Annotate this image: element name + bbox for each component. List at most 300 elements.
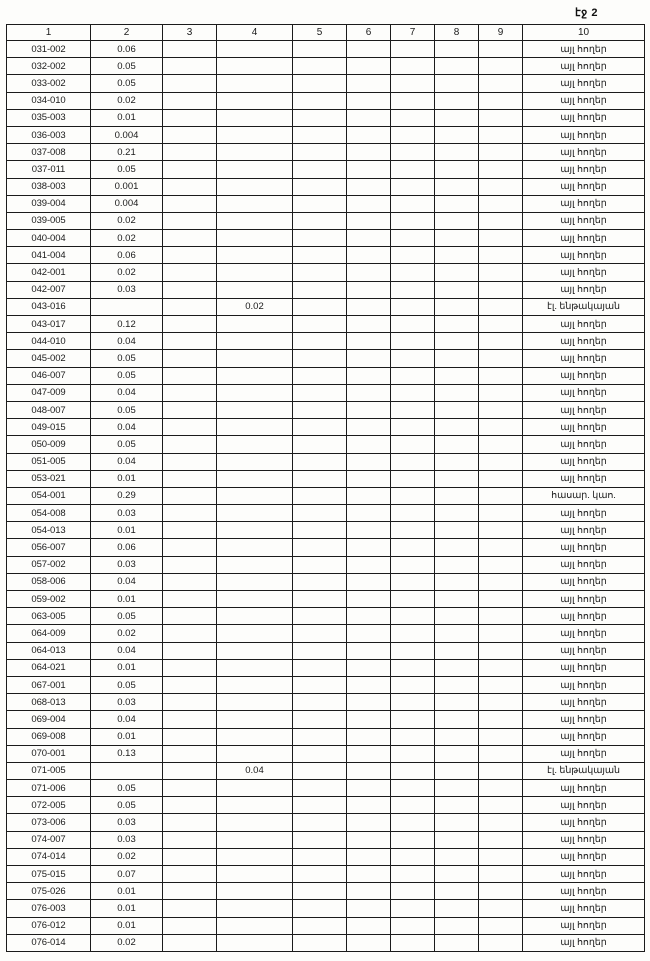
cell-column-8	[435, 384, 479, 401]
cell-column-5	[293, 384, 347, 401]
cell-column-3	[163, 866, 217, 883]
cell-column-7	[391, 556, 435, 573]
cell-column-2: 0.21	[91, 144, 163, 161]
cell-land-type: այլ հողեր	[523, 814, 645, 831]
cell-column-6	[347, 505, 391, 522]
cell-column-3	[163, 797, 217, 814]
table-row	[7, 539, 645, 556]
cell-column-6	[347, 333, 391, 350]
cell-column-7	[391, 75, 435, 92]
table-row	[7, 711, 645, 728]
cell-column-9	[479, 745, 523, 762]
table-row	[7, 436, 645, 453]
cell-column-6	[347, 350, 391, 367]
cell-column-5	[293, 934, 347, 951]
cell-column-6	[347, 195, 391, 212]
cell-column-4	[217, 556, 293, 573]
cell-parcel-code: 074-014	[7, 848, 91, 865]
column-header-4: 4	[217, 25, 293, 41]
cell-column-5	[293, 642, 347, 659]
cell-column-2: 0.03	[91, 556, 163, 573]
cell-column-7	[391, 333, 435, 350]
cell-land-type: այլ հողեր	[523, 676, 645, 693]
cell-column-5	[293, 316, 347, 333]
cell-parcel-code: 075-015	[7, 866, 91, 883]
cell-column-8	[435, 694, 479, 711]
cell-column-4	[217, 694, 293, 711]
cell-column-2: 0.05	[91, 367, 163, 384]
cell-column-8	[435, 161, 479, 178]
cell-column-2: 0.03	[91, 814, 163, 831]
table-body	[7, 41, 645, 952]
cell-column-9	[479, 762, 523, 779]
cell-parcel-code: 046-007	[7, 367, 91, 384]
cell-land-type: այլ հողեր	[523, 367, 645, 384]
cell-column-2: 0.02	[91, 92, 163, 109]
cell-column-5	[293, 109, 347, 126]
table-row	[7, 212, 645, 229]
cell-column-8	[435, 522, 479, 539]
cell-parcel-code: 037-008	[7, 144, 91, 161]
cell-column-7	[391, 848, 435, 865]
table-row	[7, 350, 645, 367]
cell-column-5	[293, 831, 347, 848]
cell-column-9	[479, 505, 523, 522]
table-row	[7, 247, 645, 264]
cell-column-9	[479, 195, 523, 212]
cell-column-9	[479, 178, 523, 195]
cell-column-6	[347, 75, 391, 92]
cell-column-3	[163, 883, 217, 900]
cell-land-type: այլ հողեր	[523, 281, 645, 298]
cell-column-6	[347, 711, 391, 728]
cell-column-4	[217, 126, 293, 143]
cell-column-5	[293, 625, 347, 642]
cell-parcel-code: 042-001	[7, 264, 91, 281]
cell-column-4	[217, 178, 293, 195]
cell-land-type: այլ հողեր	[523, 419, 645, 436]
cell-column-5	[293, 470, 347, 487]
cell-column-7	[391, 934, 435, 951]
cell-column-2: 0.01	[91, 591, 163, 608]
cell-column-2: 0.05	[91, 436, 163, 453]
cell-column-3	[163, 556, 217, 573]
cell-column-8	[435, 556, 479, 573]
cell-column-5	[293, 797, 347, 814]
cell-column-4	[217, 384, 293, 401]
cell-column-9	[479, 573, 523, 590]
cell-column-2: 0.03	[91, 281, 163, 298]
cell-column-2: 0.04	[91, 573, 163, 590]
table-row	[7, 281, 645, 298]
cell-column-8	[435, 41, 479, 58]
cell-parcel-code: 054-001	[7, 487, 91, 504]
cell-column-4	[217, 711, 293, 728]
cell-column-8	[435, 917, 479, 934]
table-row	[7, 126, 645, 143]
cell-column-4	[217, 539, 293, 556]
cell-column-8	[435, 505, 479, 522]
cell-column-7	[391, 230, 435, 247]
cell-column-9	[479, 728, 523, 745]
cell-column-2: 0.05	[91, 797, 163, 814]
cell-column-3	[163, 694, 217, 711]
cell-parcel-code: 040-004	[7, 230, 91, 247]
cell-column-2: 0.05	[91, 401, 163, 418]
cell-column-2: 0.04	[91, 642, 163, 659]
cell-column-9	[479, 676, 523, 693]
cell-land-type: այլ հողեր	[523, 539, 645, 556]
cell-column-2: 0.02	[91, 212, 163, 229]
cell-column-8	[435, 470, 479, 487]
cell-column-3	[163, 144, 217, 161]
cell-column-4	[217, 212, 293, 229]
cell-column-7	[391, 659, 435, 676]
cell-land-type: այլ հողեր	[523, 453, 645, 470]
cell-land-type: այլ հողեր	[523, 711, 645, 728]
cell-land-type: այլ հողեր	[523, 161, 645, 178]
column-header-10: 10	[523, 25, 645, 41]
cell-column-7	[391, 247, 435, 264]
cell-column-6	[347, 367, 391, 384]
cell-column-5	[293, 75, 347, 92]
cell-column-5	[293, 178, 347, 195]
cell-column-3	[163, 934, 217, 951]
cell-parcel-code: 076-014	[7, 934, 91, 951]
cell-column-3	[163, 333, 217, 350]
cell-column-2: 0.04	[91, 419, 163, 436]
cell-column-7	[391, 522, 435, 539]
cell-column-9	[479, 453, 523, 470]
cell-column-8	[435, 401, 479, 418]
cell-column-4	[217, 316, 293, 333]
table-row	[7, 934, 645, 951]
cell-parcel-code: 050-009	[7, 436, 91, 453]
table-row	[7, 745, 645, 762]
cell-land-type: այլ հողեր	[523, 436, 645, 453]
cell-column-2: 0.06	[91, 41, 163, 58]
cell-column-6	[347, 762, 391, 779]
column-header-5: 5	[293, 25, 347, 41]
cell-column-5	[293, 539, 347, 556]
cell-parcel-code: 072-005	[7, 797, 91, 814]
cell-column-4	[217, 883, 293, 900]
table-row	[7, 419, 645, 436]
cell-column-6	[347, 316, 391, 333]
cell-column-9	[479, 522, 523, 539]
cell-column-8	[435, 780, 479, 797]
cell-parcel-code: 071-005	[7, 762, 91, 779]
cell-column-5	[293, 659, 347, 676]
table-row	[7, 487, 645, 504]
table-header-row	[7, 25, 645, 41]
cell-column-3	[163, 539, 217, 556]
table-row	[7, 298, 645, 315]
cell-column-9	[479, 75, 523, 92]
cell-column-3	[163, 831, 217, 848]
cell-column-6	[347, 814, 391, 831]
cell-column-2: 0.02	[91, 934, 163, 951]
cell-column-5	[293, 711, 347, 728]
cell-column-6	[347, 230, 391, 247]
cell-column-8	[435, 573, 479, 590]
cell-column-6	[347, 436, 391, 453]
cell-column-6	[347, 212, 391, 229]
cell-column-8	[435, 625, 479, 642]
cell-column-6	[347, 539, 391, 556]
cell-column-9	[479, 230, 523, 247]
cell-column-7	[391, 505, 435, 522]
cell-land-type: այլ հողեր	[523, 505, 645, 522]
cell-parcel-code: 063-005	[7, 608, 91, 625]
cell-column-9	[479, 419, 523, 436]
cell-parcel-code: 070-001	[7, 745, 91, 762]
cell-column-2	[91, 298, 163, 315]
cell-column-5	[293, 264, 347, 281]
cell-column-6	[347, 109, 391, 126]
cell-column-2: 0.01	[91, 109, 163, 126]
cell-column-2: 0.05	[91, 58, 163, 75]
cell-parcel-code: 064-009	[7, 625, 91, 642]
cell-column-8	[435, 247, 479, 264]
cell-column-9	[479, 900, 523, 917]
cell-column-6	[347, 797, 391, 814]
cell-column-9	[479, 487, 523, 504]
cell-column-5	[293, 694, 347, 711]
cell-column-8	[435, 436, 479, 453]
cell-column-3	[163, 591, 217, 608]
column-header-3: 3	[163, 25, 217, 41]
cell-column-3	[163, 453, 217, 470]
table-row	[7, 797, 645, 814]
cell-parcel-code: 038-003	[7, 178, 91, 195]
cell-column-9	[479, 350, 523, 367]
cell-column-7	[391, 264, 435, 281]
cell-column-4	[217, 350, 293, 367]
table-row	[7, 591, 645, 608]
cell-column-3	[163, 676, 217, 693]
cell-column-5	[293, 900, 347, 917]
table-row	[7, 831, 645, 848]
cell-column-9	[479, 126, 523, 143]
column-header-6: 6	[347, 25, 391, 41]
cell-column-3	[163, 41, 217, 58]
cell-column-6	[347, 780, 391, 797]
cell-parcel-code: 068-013	[7, 694, 91, 711]
cell-column-4	[217, 866, 293, 883]
cell-column-4	[217, 487, 293, 504]
cell-column-9	[479, 41, 523, 58]
cell-land-type: այլ հողեր	[523, 608, 645, 625]
cell-parcel-code: 043-017	[7, 316, 91, 333]
cell-column-4	[217, 848, 293, 865]
cell-column-8	[435, 195, 479, 212]
cell-column-9	[479, 694, 523, 711]
cell-land-type: այլ հողեր	[523, 573, 645, 590]
cell-column-9	[479, 436, 523, 453]
cell-column-3	[163, 505, 217, 522]
cell-column-2: 0.01	[91, 522, 163, 539]
cell-column-8	[435, 264, 479, 281]
table-row	[7, 144, 645, 161]
cell-column-9	[479, 780, 523, 797]
cell-column-8	[435, 419, 479, 436]
cell-column-6	[347, 848, 391, 865]
cell-column-2: 0.05	[91, 608, 163, 625]
cell-column-9	[479, 797, 523, 814]
table-row	[7, 694, 645, 711]
cell-column-5	[293, 161, 347, 178]
cell-column-8	[435, 900, 479, 917]
cell-column-7	[391, 883, 435, 900]
table-row	[7, 161, 645, 178]
cell-column-6	[347, 487, 391, 504]
cell-column-5	[293, 367, 347, 384]
cell-parcel-code: 042-007	[7, 281, 91, 298]
cell-column-4	[217, 625, 293, 642]
cell-column-9	[479, 608, 523, 625]
cell-parcel-code: 075-026	[7, 883, 91, 900]
cell-parcel-code: 064-021	[7, 659, 91, 676]
cell-column-5	[293, 92, 347, 109]
cell-column-3	[163, 848, 217, 865]
cell-column-4: 0.04	[217, 762, 293, 779]
cell-column-8	[435, 608, 479, 625]
cell-column-9	[479, 883, 523, 900]
table-row	[7, 848, 645, 865]
cell-column-6	[347, 934, 391, 951]
cell-land-type: այլ հողեր	[523, 58, 645, 75]
cell-column-8	[435, 762, 479, 779]
cell-column-7	[391, 642, 435, 659]
table-row	[7, 41, 645, 58]
cell-parcel-code: 043-016	[7, 298, 91, 315]
cell-column-6	[347, 883, 391, 900]
cell-column-4	[217, 728, 293, 745]
cell-column-6	[347, 281, 391, 298]
cell-column-7	[391, 161, 435, 178]
cell-column-4	[217, 780, 293, 797]
cell-column-2: 0.05	[91, 780, 163, 797]
cell-parcel-code: 035-003	[7, 109, 91, 126]
cell-column-7	[391, 676, 435, 693]
cell-land-type: այլ հողեր	[523, 470, 645, 487]
cell-column-5	[293, 728, 347, 745]
cell-parcel-code: 036-003	[7, 126, 91, 143]
cell-column-6	[347, 522, 391, 539]
cell-column-4	[217, 92, 293, 109]
cell-column-6	[347, 126, 391, 143]
cell-column-5	[293, 591, 347, 608]
cell-column-3	[163, 573, 217, 590]
cell-column-7	[391, 367, 435, 384]
cell-column-8	[435, 281, 479, 298]
cell-column-2: 0.02	[91, 230, 163, 247]
cell-column-4	[217, 161, 293, 178]
cell-column-8	[435, 591, 479, 608]
cell-column-7	[391, 539, 435, 556]
cell-column-2: 0.01	[91, 659, 163, 676]
cell-column-3	[163, 762, 217, 779]
cell-column-3	[163, 642, 217, 659]
cell-column-4	[217, 367, 293, 384]
cell-column-6	[347, 866, 391, 883]
cell-column-5	[293, 556, 347, 573]
cell-column-6	[347, 917, 391, 934]
table-row	[7, 522, 645, 539]
cell-column-5	[293, 522, 347, 539]
cell-land-type: այլ հողեր	[523, 109, 645, 126]
cell-column-2: 0.02	[91, 264, 163, 281]
cell-column-4	[217, 934, 293, 951]
cell-column-7	[391, 625, 435, 642]
cell-column-9	[479, 711, 523, 728]
cell-column-5	[293, 333, 347, 350]
cell-column-7	[391, 384, 435, 401]
cell-column-7	[391, 797, 435, 814]
table-row	[7, 109, 645, 126]
column-header-9: 9	[479, 25, 523, 41]
cell-column-6	[347, 573, 391, 590]
cell-land-type: այլ հողեր	[523, 900, 645, 917]
cell-column-3	[163, 780, 217, 797]
cell-land-type: այլ հողեր	[523, 144, 645, 161]
cell-column-7	[391, 866, 435, 883]
cell-column-7	[391, 41, 435, 58]
table-row	[7, 264, 645, 281]
cell-parcel-code: 069-008	[7, 728, 91, 745]
cell-column-9	[479, 333, 523, 350]
cell-column-8	[435, 539, 479, 556]
cell-column-9	[479, 934, 523, 951]
cell-column-5	[293, 436, 347, 453]
cell-parcel-code: 044-010	[7, 333, 91, 350]
cell-column-5	[293, 298, 347, 315]
table-row	[7, 866, 645, 883]
cell-column-7	[391, 401, 435, 418]
cell-column-5	[293, 814, 347, 831]
cell-land-type: այլ հողեր	[523, 866, 645, 883]
table-row	[7, 58, 645, 75]
cell-parcel-code: 074-007	[7, 831, 91, 848]
cell-column-8	[435, 109, 479, 126]
table-row	[7, 573, 645, 590]
cell-column-4	[217, 247, 293, 264]
cell-column-7	[391, 745, 435, 762]
cell-column-8	[435, 487, 479, 504]
cell-parcel-code: 054-008	[7, 505, 91, 522]
cell-land-type: այլ հողեր	[523, 264, 645, 281]
cell-column-3	[163, 161, 217, 178]
cell-column-3	[163, 487, 217, 504]
cell-column-4	[217, 676, 293, 693]
cell-column-3	[163, 92, 217, 109]
table-row	[7, 401, 645, 418]
cell-column-9	[479, 848, 523, 865]
cell-land-type: այլ հողեր	[523, 694, 645, 711]
cell-parcel-code: 049-015	[7, 419, 91, 436]
cell-column-4	[217, 453, 293, 470]
cell-column-3	[163, 659, 217, 676]
cell-land-type: այլ հողեր	[523, 75, 645, 92]
cell-column-8	[435, 212, 479, 229]
cell-column-7	[391, 711, 435, 728]
cell-column-2: 0.02	[91, 625, 163, 642]
cell-column-5	[293, 419, 347, 436]
cell-land-type: այլ հողեր	[523, 247, 645, 264]
table-row	[7, 178, 645, 195]
cell-column-7	[391, 780, 435, 797]
